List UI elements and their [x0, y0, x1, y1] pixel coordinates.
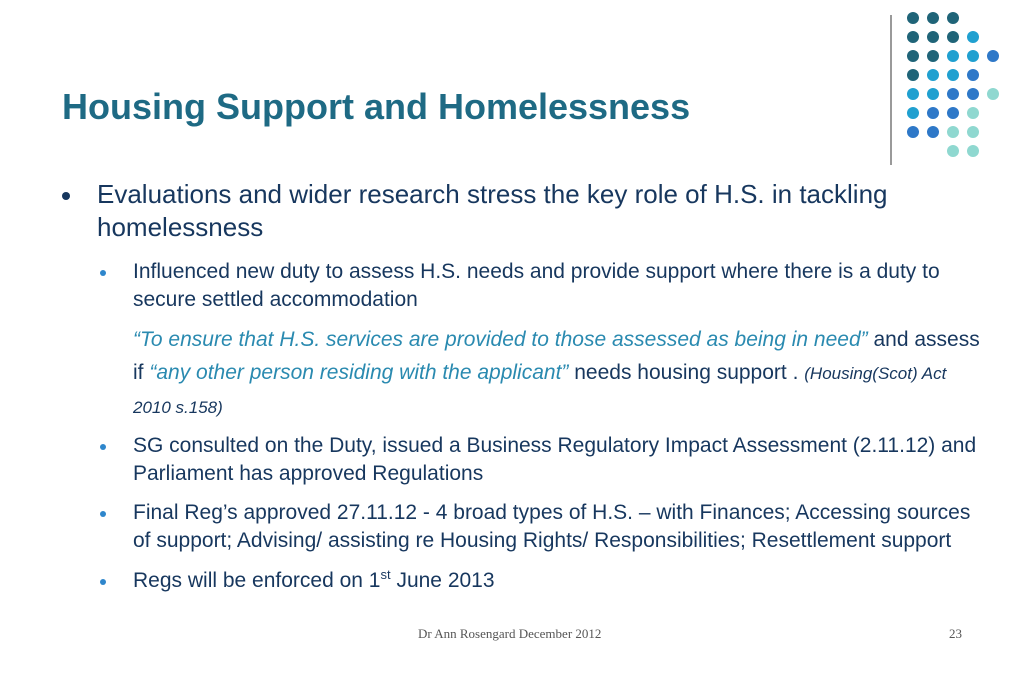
decor-dot	[907, 12, 919, 24]
slide-title: Housing Support and Homelessness	[62, 86, 691, 127]
decor-dot	[967, 88, 979, 100]
decor-dot	[947, 107, 959, 119]
bullet-main-text: Evaluations and wider research stress the key role of H.S. in tackling homelessness	[97, 179, 888, 242]
slide-body	[62, 178, 982, 595]
decor-dot	[907, 88, 919, 100]
sub-bullet-duty-text: Influenced new duty to assess H.S. needs and provide support where there is a duty to secure settled accommodation	[133, 260, 940, 311]
sub-bullet-dot-icon	[100, 579, 106, 585]
sub-bullet-enforcement-pre: Regs will be enforced on 1	[133, 569, 381, 592]
decor-dot	[927, 69, 939, 81]
decor-dot	[927, 50, 939, 62]
quote-connector-1: and assess if	[133, 328, 980, 384]
decorative-dot-grid	[907, 12, 1017, 152]
decor-dot	[927, 126, 939, 138]
sub-bullet-final-regs-text: Final Reg’s approved 27.11.12 - 4 broad types of H.S. – with Finances; Accessing sources of support; Advising/ assisting re Housing Rights/ Responsibilities; Resettlement support	[133, 501, 971, 552]
quote-connector-2: needs housing support .	[568, 361, 805, 384]
decor-dot	[927, 88, 939, 100]
sub-bullet-dot-icon	[100, 444, 106, 450]
decor-dot	[907, 69, 919, 81]
legislation-quote	[62, 323, 982, 424]
quote-source: (Housing(Scot) Act 2010 s.158)	[133, 364, 947, 417]
bullet-main	[62, 178, 982, 244]
decor-dot	[947, 31, 959, 43]
ordinal-suffix: st	[380, 567, 391, 582]
decor-dot	[947, 145, 959, 157]
decor-dot	[907, 31, 919, 43]
footer-author: Dr Ann Rosengard December 2012	[418, 626, 602, 641]
decor-dot	[967, 50, 979, 62]
quote-part-1: “To ensure that H.S. services are provided to those assessed as being in need”	[133, 328, 868, 351]
decor-dot	[947, 69, 959, 81]
sub-bullet-consultation-text: SG consulted on the Duty, issued a Business Regulatory Impact Assessment (2.11.12) and Parliament has approved Regulations	[133, 434, 977, 485]
sub-bullet-dot-icon	[100, 511, 106, 517]
decor-dot	[947, 88, 959, 100]
decor-dot	[947, 12, 959, 24]
sub-bullet-final-regs	[62, 499, 982, 555]
decor-dot	[967, 126, 979, 138]
quote-part-2: “any other person residing with the applicant”	[149, 361, 569, 384]
bullet-dot-icon	[62, 192, 70, 200]
sub-bullet-enforcement	[62, 567, 982, 595]
decor-dot	[987, 88, 999, 100]
decor-dot	[967, 107, 979, 119]
sub-bullet-consultation	[62, 432, 982, 488]
decor-dot	[927, 31, 939, 43]
decor-dot	[967, 145, 979, 157]
decor-dot	[947, 50, 959, 62]
decor-dot	[927, 12, 939, 24]
decor-dot	[907, 107, 919, 119]
sub-bullet-duty	[62, 258, 982, 314]
page-number: 23	[949, 626, 962, 641]
decor-dot	[927, 107, 939, 119]
decor-dot	[987, 50, 999, 62]
decor-dot	[907, 50, 919, 62]
sub-bullet-dot-icon	[100, 270, 106, 276]
decor-dot	[967, 69, 979, 81]
decor-dot	[947, 126, 959, 138]
sub-bullet-enforcement-post: June 2013	[390, 569, 495, 592]
decor-dot	[907, 126, 919, 138]
title-divider-line	[890, 15, 892, 165]
decor-dot	[967, 31, 979, 43]
